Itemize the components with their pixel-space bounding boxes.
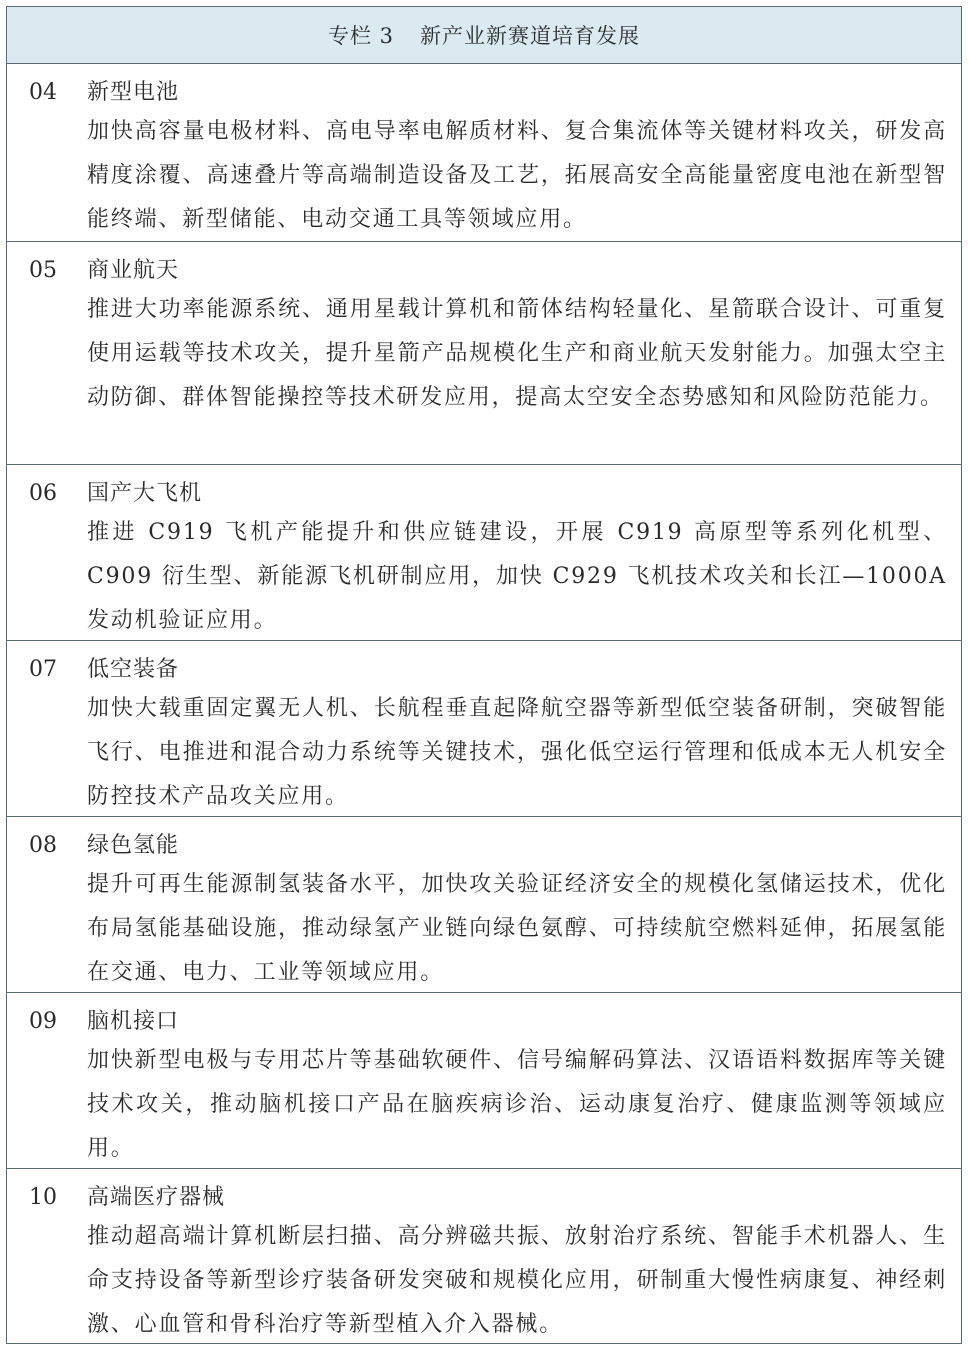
section-heading: 绿色氢能: [87, 833, 180, 858]
column-title-bar: [7, 7, 961, 64]
section-text: 提升可再生能源制氢装备水平，加快攻关验证经济安全的规模化氢储运技术，优化布局氢能基础设施，推动绿氢产业链向绿色氨醇、可持续航空燃料延伸，拓展氢能在交通、电力、工业等领域应用。: [87, 872, 947, 985]
section-text: 加快大载重固定翼无人机、长航程垂直起降航空器等新型低空装备研制，突破智能飞行、电推进和混合动力系统等关键技术，强化低空运行管理和低成本无人机安全防控技术产品攻关应用。: [87, 696, 947, 809]
section-08: [7, 817, 961, 993]
section-10: [7, 1169, 961, 1353]
section-heading: 国产大飞机: [87, 481, 203, 506]
section-text: 推动超高端计算机断层扫描、高分辨磁共振、放射治疗系统、智能手术机器人、生命支持设备等新型诊疗装备研发突破和规模化应用，研制重大慢性病康复、神经刺激、心血管和骨科治疗等新型植入介入器械。: [87, 1224, 947, 1337]
section-heading: 高端医疗器械: [87, 1185, 226, 1210]
column-title: 新产业新赛道培育发展: [420, 24, 641, 48]
section-09: [7, 993, 961, 1169]
section-number: 05: [29, 258, 57, 283]
section-heading: 商业航天: [87, 258, 180, 283]
section-text: 推进大功率能源系统、通用星载计算机和箭体结构轻量化、星箭联合设计、可重复使用运载等技术攻关，提升星箭产品规模化生产和商业航天发射能力。加强太空主动防御、群体智能操控等技术研发应用，提高太空安全态势感知和风险防范能力。: [87, 297, 947, 410]
section-heading: 低空装备: [87, 657, 180, 682]
section-number: 06: [29, 481, 57, 506]
section-heading: 脑机接口: [87, 1009, 180, 1034]
column-label: 专栏 3: [327, 24, 395, 48]
section-number: 07: [29, 657, 57, 682]
section-07: [7, 641, 961, 817]
section-number: 04: [29, 80, 57, 105]
section-heading: 新型电池: [87, 80, 180, 105]
section-04: [7, 64, 961, 242]
section-text: 推进 C919 飞机产能提升和供应链建设，开展 C919 高原型等系列化机型、C909 衍生型、新能源飞机研制应用，加快 C929 飞机技术攻关和长江—1000A 发动机验证应用。: [87, 520, 947, 633]
section-number: 09: [29, 1009, 57, 1034]
section-number: 10: [29, 1185, 57, 1210]
section-05: [7, 242, 961, 465]
section-text: 加快新型电极与专用芯片等基础软硬件、信号编解码算法、汉语语料数据库等关键技术攻关，推动脑机接口产品在脑疾病诊治、运动康复治疗、健康监测等领域应用。: [87, 1048, 947, 1161]
section-number: 08: [29, 833, 57, 858]
column-box: [6, 6, 962, 1344]
section-06: [7, 465, 961, 641]
section-text: 加快高容量电极材料、高电导率电解质材料、复合集流体等关键材料攻关，研发高精度涂覆、高速叠片等高端制造设备及工艺，拓展高安全高能量密度电池在新型智能终端、新型储能、电动交通工具等领域应用。: [87, 119, 947, 232]
